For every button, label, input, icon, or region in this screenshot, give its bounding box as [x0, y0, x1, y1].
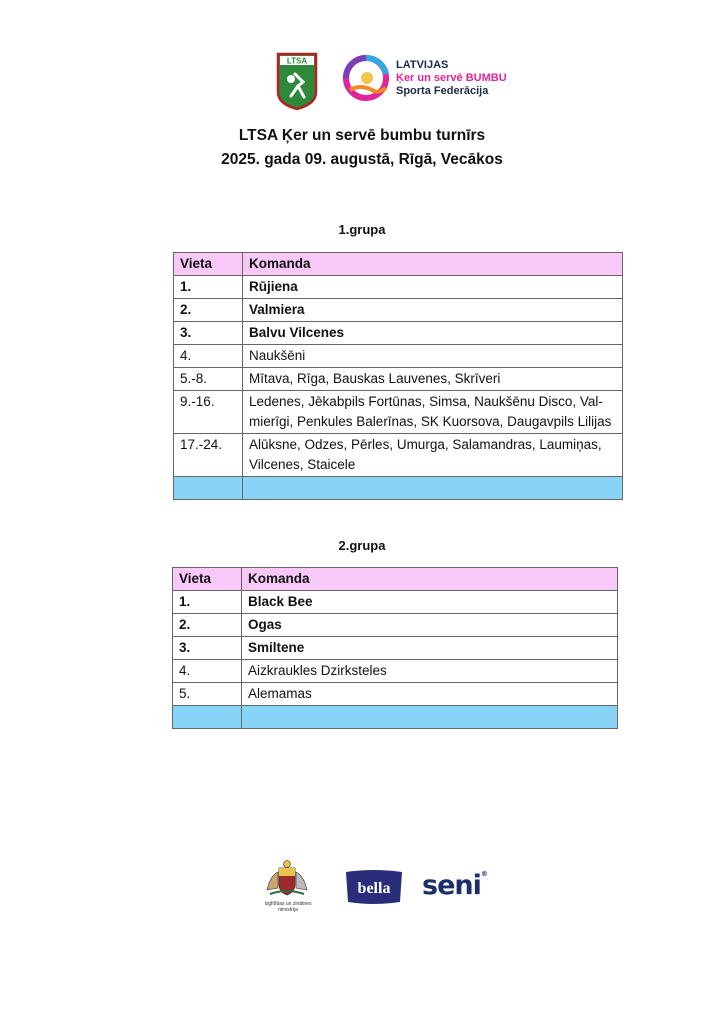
bella-logo-text: bella	[357, 880, 391, 897]
place-cell: 1.	[174, 276, 243, 299]
header-logos	[276, 52, 516, 112]
document-title: LTSA Ķer un servē bumbu turnīrs	[238, 127, 486, 144]
table-header-row	[174, 253, 623, 276]
sponsor-logos	[258, 858, 518, 928]
seni-logo	[422, 870, 487, 901]
federation-logo	[342, 54, 394, 104]
table-row	[174, 345, 623, 368]
ministry-line1: Izglītības un zinātnes	[264, 901, 312, 907]
table-row	[174, 276, 623, 299]
empty-row	[174, 477, 623, 500]
place-cell: 2.	[173, 614, 242, 637]
empty-cell	[243, 477, 623, 500]
team-cell: Ogas	[242, 614, 618, 637]
table-row	[174, 391, 623, 434]
team-cell: Aizkraukles Dzirksteles	[242, 660, 618, 683]
place-cell: 9.-16.	[174, 391, 243, 434]
federation-line2: Ķer un servē BUMBU	[396, 72, 507, 84]
place-column-header: Vieta	[173, 568, 242, 591]
ministry-line2: ministrija	[278, 907, 298, 913]
group2-rows	[173, 591, 618, 729]
group1-title: 1.grupa	[338, 222, 386, 237]
team-cell: Alūksne, Odzes, Pērles, Umurga, Salamandras, Laumiņas, Vilcenes, Staicele	[243, 434, 623, 477]
place-cell: 2.	[174, 299, 243, 322]
group2-table	[172, 567, 618, 729]
team-cell: Rūjiena	[243, 276, 623, 299]
table-row	[174, 434, 623, 477]
group1-table	[173, 252, 623, 500]
ministry-name	[258, 901, 318, 913]
team-cell: Black Bee	[242, 591, 618, 614]
federation-line3: Sporta Federācija	[396, 85, 489, 97]
table-row	[173, 591, 618, 614]
ltsa-logo-text: LTSA	[286, 56, 308, 66]
place-cell: 17.-24.	[174, 434, 243, 477]
table-row	[173, 637, 618, 660]
place-cell: 5.	[173, 683, 242, 706]
team-column-header: Komanda	[242, 568, 618, 591]
seni-registered-mark: ®	[480, 870, 487, 878]
table-row	[174, 322, 623, 345]
table-header-row	[173, 568, 618, 591]
federation-line1: LATVIJAS	[396, 59, 449, 71]
place-cell: 3.	[173, 637, 242, 660]
seni-logo-text: seni	[422, 870, 481, 901]
place-cell: 4.	[174, 345, 243, 368]
empty-cell	[174, 477, 243, 500]
table-row	[174, 299, 623, 322]
team-cell: Balvu Vilcenes	[243, 322, 623, 345]
team-cell: Alemamas	[242, 683, 618, 706]
table-row	[173, 683, 618, 706]
bella-logo	[344, 868, 404, 906]
team-cell: Valmiera	[243, 299, 623, 322]
empty-cell	[242, 706, 618, 729]
empty-cell	[173, 706, 242, 729]
group2-title: 2.grupa	[338, 538, 386, 553]
table-row	[173, 614, 618, 637]
place-cell: 4.	[173, 660, 242, 683]
empty-row	[173, 706, 618, 729]
table-row	[174, 368, 623, 391]
team-cell: Smiltene	[242, 637, 618, 660]
team-column-header: Komanda	[243, 253, 623, 276]
team-cell: Naukšēni	[243, 345, 623, 368]
federation-name	[396, 59, 507, 98]
group1-rows	[174, 276, 623, 500]
team-cell: Ledenes, Jēkabpils Fortūnas, Simsa, Naukšēnu Disco, Val-mierīgi, Penkules Balerīnas, SK Kuorsova, Daugavpils Lilijas	[243, 391, 623, 434]
ltsa-logo	[276, 52, 318, 110]
place-cell: 5.-8.	[174, 368, 243, 391]
place-cell: 3.	[174, 322, 243, 345]
place-cell: 1.	[173, 591, 242, 614]
coat-of-arms-logo	[262, 858, 312, 898]
place-column-header: Vieta	[174, 253, 243, 276]
table-row	[173, 660, 618, 683]
document-subtitle: 2025. gada 09. augustā, Rīgā, Vecākos	[221, 151, 503, 168]
team-cell: Mītava, Rīga, Bauskas Lauvenes, Skrīveri	[243, 368, 623, 391]
